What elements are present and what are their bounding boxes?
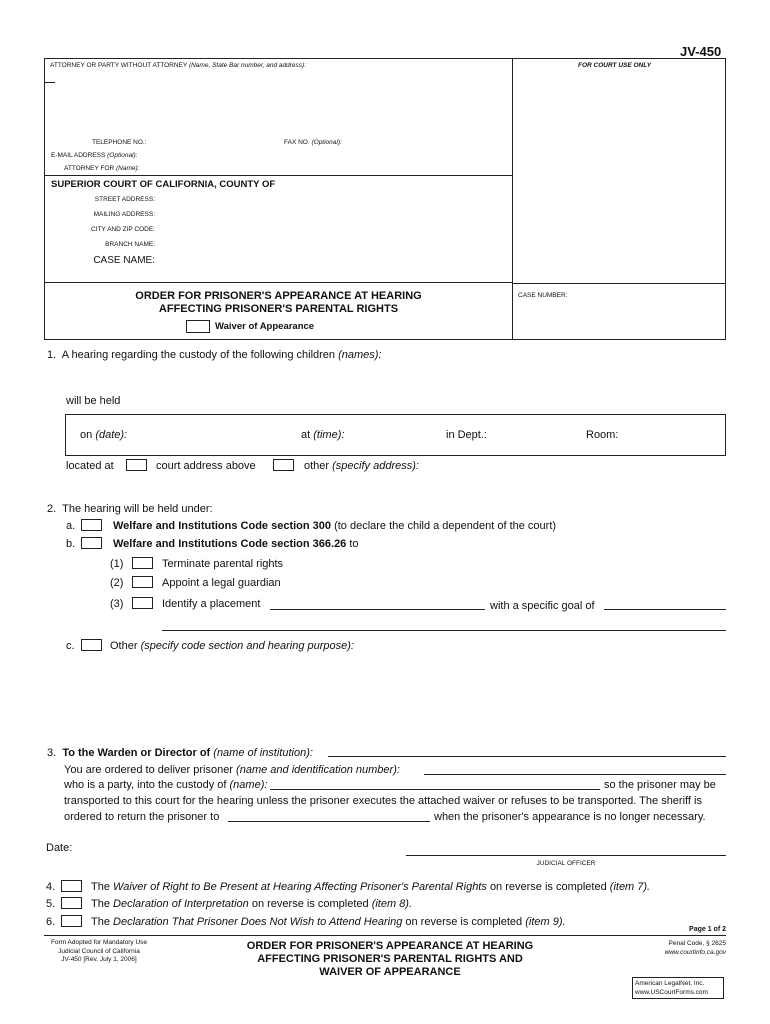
publisher-box: American LegalNet, Inc. www.USCourtForms.com xyxy=(632,977,724,999)
warden-line-label: 3. To the Warden or Director of (name of institution): xyxy=(47,747,313,759)
item4-num: 4. xyxy=(46,881,56,893)
other-section-checkbox[interactable] xyxy=(81,639,102,651)
court-use-label: FOR COURT USE ONLY xyxy=(578,62,652,69)
telephone-label: TELEPHONE NO.: xyxy=(92,139,147,146)
section-36626-checkbox[interactable] xyxy=(81,537,102,549)
return-label: ordered to return the prisoner to xyxy=(64,811,220,823)
form-title: ORDER FOR PRISONER'S APPEARANCE AT HEARING AFFECTING PRISONER'S PARENTAL RIGHTS xyxy=(135,290,422,315)
adoption-notice: Form Adopted for Mandatory Use Judicial Council of California JV-450 [Rev. July 1, 2006] xyxy=(50,939,148,963)
item1-text: 1. A hearing regarding the custody of the following children (names): xyxy=(47,349,382,361)
item2b-letter: b. xyxy=(66,538,76,550)
branch-label: BRANCH NAME: xyxy=(105,241,155,248)
page-number: Page 1 of 2 xyxy=(689,926,726,933)
guardian-checkbox[interactable] xyxy=(132,576,153,588)
placement-checkbox[interactable] xyxy=(132,597,153,609)
item6-checkbox[interactable] xyxy=(61,915,82,927)
guardian-label: Appoint a legal guardian xyxy=(162,577,281,589)
item5-num: 5. xyxy=(46,898,56,910)
section-300-label: Welfare and Institutions Code section 300 (to declare the child a dependent of the court) xyxy=(113,520,557,532)
sub1-num: (1) xyxy=(110,558,124,570)
item6-text: The Declaration That Prisoner Does Not Wish to Attend Hearing on reverse is completed (item 9). xyxy=(91,916,566,928)
specific-goal-label: with a specific goal of xyxy=(490,600,595,612)
placement-label: Identify a placement xyxy=(162,598,261,610)
item2-intro: 2. The hearing will be held under: xyxy=(47,503,213,515)
prisoner-name-line[interactable] xyxy=(424,774,726,775)
item2c-letter: c. xyxy=(66,640,75,652)
case-name-label: CASE NAME: xyxy=(93,255,155,266)
sub2-num: (2) xyxy=(110,577,124,589)
deliver-label: You are ordered to deliver prisoner (name and identification number): xyxy=(64,764,400,776)
court-address-checkbox[interactable] xyxy=(126,459,147,471)
room-label: Room: xyxy=(586,429,619,441)
sub3-num: (3) xyxy=(110,598,124,610)
attorney-for-label: ATTORNEY FOR (Name): xyxy=(64,165,140,172)
date-label: on (date): xyxy=(80,429,128,441)
located-at-label: located at xyxy=(66,460,114,472)
section-36626-label: Welfare and Institutions Code section 366.26 to xyxy=(113,538,359,550)
item2a-letter: a. xyxy=(66,520,76,532)
time-label: at (time): xyxy=(301,429,345,441)
no-longer-label: when the prisoner's appearance is no longer necessary. xyxy=(434,811,706,823)
section-300-checkbox[interactable] xyxy=(81,519,102,531)
judicial-officer-label: JUDICIAL OFFICER xyxy=(536,860,596,867)
transport-text: transported to this court for the hearing unless the prisoner executes the attached waiver or refuses to be transported. The sheriff is xyxy=(64,795,702,807)
legal-references: Penal Code, § 2625 www.courtinfo.ca.gov xyxy=(664,940,726,956)
footer-divider xyxy=(44,935,726,936)
item5-checkbox[interactable] xyxy=(61,897,82,909)
custody-name-line[interactable] xyxy=(270,789,600,790)
date-signature-label: Date: xyxy=(46,842,73,854)
terminate-rights-label: Terminate parental rights xyxy=(162,558,284,570)
item6-num: 6. xyxy=(46,916,56,928)
return-location-line[interactable] xyxy=(228,821,430,822)
placement-continuation-line[interactable] xyxy=(162,630,726,631)
other-section-label: Other (specify code section and hearing purpose): xyxy=(110,640,354,652)
other-address-label: other (specify address): xyxy=(304,460,419,472)
attorney-label: ATTORNEY OR PARTY WITHOUT ATTORNEY (Name, State Bar number, and address): xyxy=(50,62,307,69)
placement-line[interactable] xyxy=(270,609,485,610)
specific-goal-line[interactable] xyxy=(604,609,726,610)
item5-text: The Declaration of Interpretation on reverse is completed (item 8). xyxy=(91,898,413,910)
other-address-checkbox[interactable] xyxy=(273,459,294,471)
city-label: CITY AND ZIP CODE: xyxy=(90,226,155,233)
form-id: JV-450 xyxy=(680,44,722,59)
case-number-divider xyxy=(512,283,726,284)
footer-title: ORDER FOR PRISONER'S APPEARANCE AT HEARING AFFECTING PRISONER'S PARENTAL RIGHTS AND WAIVER OF APPEARANCE xyxy=(246,940,534,978)
fax-label: FAX NO. (Optional): xyxy=(284,139,342,146)
waiver-checkbox[interactable] xyxy=(186,320,210,333)
case-number-label: CASE NUMBER: xyxy=(518,292,568,299)
court-title: SUPERIOR COURT OF CALIFORNIA, COUNTY OF xyxy=(51,179,276,190)
will-be-held: will be held xyxy=(66,395,121,407)
institution-line[interactable] xyxy=(328,756,726,757)
terminate-rights-checkbox[interactable] xyxy=(132,557,153,569)
waiver-label: Waiver of Appearance xyxy=(215,321,315,332)
item4-text: The Waiver of Right to Be Present at Hearing Affecting Prisoner's Parental Rights on reverse is completed (item 7). xyxy=(91,881,651,893)
item4-checkbox[interactable] xyxy=(61,880,82,892)
dept-label: in Dept.: xyxy=(446,429,487,441)
so-prisoner-label: so the prisoner may be xyxy=(604,779,716,791)
judicial-signature-line[interactable] xyxy=(406,855,726,856)
mailing-label: MAILING ADDRESS: xyxy=(93,211,155,218)
hearing-details-box[interactable] xyxy=(65,414,726,456)
attorney-tick xyxy=(45,82,55,83)
email-label: E-MAIL ADDRESS (Optional): xyxy=(51,152,138,159)
street-label: STREET ADDRESS: xyxy=(94,196,155,203)
court-address-label: court address above xyxy=(156,460,256,472)
custody-label: who is a party, into the custody of (name): xyxy=(64,779,268,791)
